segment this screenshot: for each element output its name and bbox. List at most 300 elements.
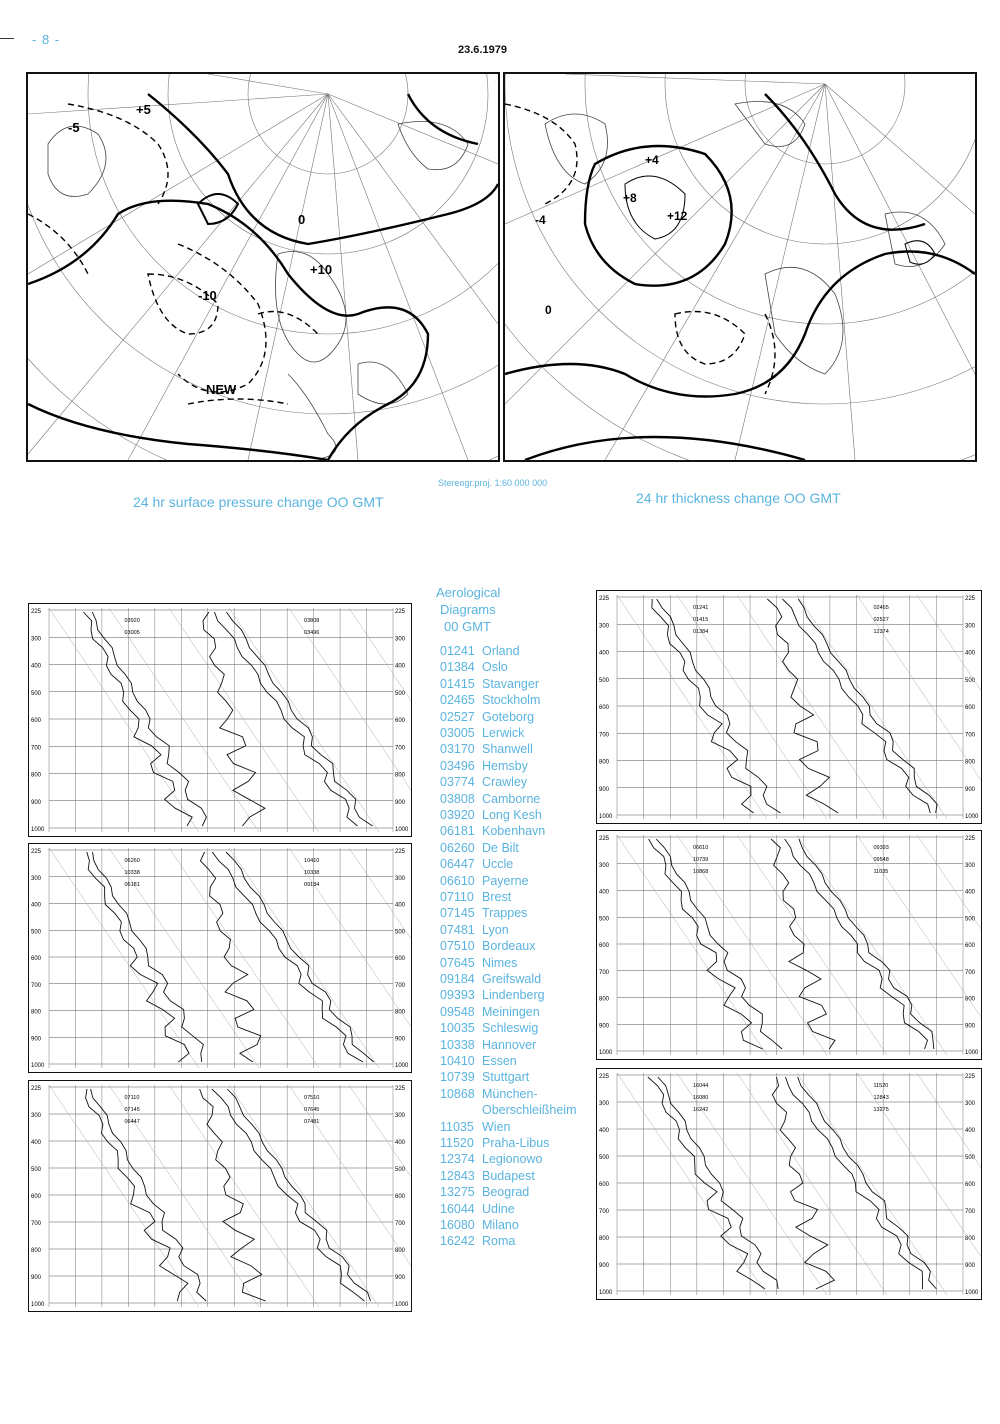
- pressure-level-label: 600: [395, 956, 406, 962]
- pressure-level-label: 700: [965, 732, 976, 739]
- pressure-level-label: 1000: [599, 814, 613, 820]
- station-code: 11520: [440, 1136, 474, 1150]
- station-code: 06181: [440, 824, 475, 839]
- station-name: Bordeaux: [482, 939, 536, 954]
- station-name: Kobenhavn: [482, 824, 546, 839]
- pressure-level-label: 800: [965, 1236, 976, 1242]
- diagram-station-id: 16242: [693, 1107, 709, 1113]
- right-map-label: +12: [667, 209, 688, 223]
- station-code: 07481: [440, 922, 475, 937]
- pressure-level-label: 500: [599, 916, 610, 923]
- pressure-level-label: 400: [599, 889, 610, 896]
- diagram-station-id: 01241: [693, 605, 709, 611]
- adiabat-line: [737, 1073, 887, 1295]
- pressure-level-label: 400: [31, 902, 42, 909]
- diagram-station-id: 16080: [693, 1095, 709, 1101]
- pressure-level-label: 1000: [599, 1050, 613, 1056]
- diagram-station-id: 03496: [304, 630, 320, 636]
- station-entry: [440, 709, 590, 725]
- station-entry: [440, 1053, 590, 1069]
- pressure-level-label: 500: [599, 677, 610, 684]
- pressure-level-label: 800: [395, 1248, 406, 1254]
- station-entry: [440, 741, 590, 757]
- pressure-level-label: 900: [965, 1023, 976, 1030]
- station-code: 06610: [440, 873, 475, 888]
- right-map-label: +4: [645, 153, 659, 167]
- pressure-level-label: 1000: [965, 1290, 979, 1296]
- pressure-level-label: 400: [31, 1140, 42, 1146]
- legend-title-line: Aerological: [436, 585, 501, 600]
- diagram-station-id: 11520: [873, 1083, 889, 1089]
- thickness-change-map-graphic: [505, 74, 975, 460]
- station-code: 01415: [440, 676, 475, 691]
- diagram-station-id: 06610: [693, 845, 709, 851]
- pressure-level-label: 225: [599, 596, 610, 602]
- diagram-station-id: 09548: [873, 857, 889, 863]
- station-code: 03005: [440, 726, 475, 740]
- pressure-level-label: 300: [31, 875, 42, 882]
- diagram-station-id: 03920: [124, 618, 140, 624]
- station-code: 09184: [440, 972, 475, 986]
- station-name: Schleswig: [482, 1021, 539, 1036]
- station-name: Trappes: [482, 906, 528, 921]
- diagram-station-id: 07645: [304, 1107, 320, 1113]
- station-name: Payerne: [482, 873, 529, 888]
- station-entry: [440, 840, 590, 856]
- adiabat-line: [289, 608, 411, 832]
- pressure-level-label: 1000: [31, 1063, 45, 1069]
- station-entry: [440, 1119, 590, 1135]
- pressure-level-label: 400: [31, 663, 42, 670]
- station-code: 10739: [440, 1070, 475, 1085]
- left-map-label: +5: [136, 102, 151, 117]
- station-name: Essen: [482, 1054, 517, 1068]
- diagram-station-id: 09184: [304, 882, 320, 888]
- pressure-level-label: 700: [965, 1209, 976, 1215]
- station-code: 09393: [440, 988, 475, 1003]
- pressure-level-label: 400: [395, 1140, 406, 1146]
- page-edge-mark: [0, 38, 14, 39]
- station-code: 16044: [440, 1201, 475, 1216]
- pressure-level-label: 800: [965, 759, 976, 766]
- station-name: Meiningen: [482, 1004, 540, 1019]
- pressure-level-label: 700: [599, 1209, 610, 1215]
- station-entry: [440, 1135, 590, 1151]
- station-name: Milano: [482, 1218, 519, 1232]
- right-map-caption: 24 hr thickness change OO GMT: [636, 490, 841, 506]
- pressure-level-label: 800: [31, 772, 42, 779]
- pressure-level-label: 225: [965, 1074, 976, 1080]
- left-map-label: NEW: [206, 382, 237, 397]
- diagram-station-id: 10338: [124, 870, 140, 876]
- station-name: Oslo: [482, 660, 508, 675]
- aerological-diagram-graphic: [29, 604, 411, 836]
- station-entry: [440, 1020, 590, 1036]
- pressure-level-label: 400: [599, 1128, 610, 1134]
- pressure-level-label: 900: [395, 1275, 406, 1281]
- right-map-label: -4: [535, 213, 546, 227]
- diagram-station-id: 11035: [873, 869, 889, 875]
- diagram-station-id: 12843: [873, 1095, 889, 1101]
- adiabat-line: [289, 848, 411, 1068]
- legend-title-line: 00 GMT: [444, 619, 491, 634]
- station-entry: [440, 1037, 590, 1053]
- pressure-level-label: 600: [599, 943, 610, 949]
- adiabat-line: [109, 608, 259, 832]
- adiabat-line: [109, 848, 259, 1068]
- diagram-station-id: 01415: [693, 617, 709, 623]
- station-code: 10410: [440, 1054, 475, 1068]
- adiabat-line: [49, 848, 199, 1068]
- pressure-level-label: 800: [965, 996, 976, 1003]
- station-code: 06447: [440, 857, 475, 872]
- station-name: Legionowo: [482, 1152, 543, 1167]
- diagram-station-id: 09393: [873, 845, 889, 851]
- station-code: 03920: [440, 808, 475, 822]
- diagram-station-id: 13275: [873, 1107, 889, 1113]
- station-name: Orland: [482, 644, 520, 658]
- pressure-level-label: 600: [965, 705, 976, 711]
- station-entry: [440, 1004, 590, 1020]
- aerological-diagram-panel: [596, 1068, 982, 1300]
- station-entry: [440, 807, 590, 823]
- pressure-level-label: 700: [395, 1221, 406, 1227]
- station-name: Roma: [482, 1234, 516, 1249]
- station-name: Camborne: [482, 791, 541, 806]
- adiabat-line: [169, 608, 319, 832]
- pressure-level-label: 800: [395, 772, 406, 779]
- pressure-level-label: 600: [395, 718, 406, 724]
- station-entry: [440, 1086, 590, 1102]
- pressure-level-label: 800: [395, 1009, 406, 1016]
- diagram-station-id: 10338: [304, 870, 320, 876]
- pressure-level-label: 400: [965, 889, 976, 896]
- station-entry: [440, 922, 590, 938]
- diagram-station-id: 16044: [693, 1083, 709, 1089]
- diagram-station-id: 03005: [124, 630, 140, 636]
- pressure-level-label: 700: [599, 732, 610, 739]
- pressure-level-label: 800: [599, 759, 610, 766]
- station-name: Stavanger: [482, 676, 539, 691]
- station-entry: [440, 938, 590, 954]
- diagram-station-id: 07145: [124, 1107, 140, 1113]
- aerological-diagram-graphic: [29, 1081, 411, 1311]
- station-entry: [440, 1201, 590, 1217]
- station-name: Beograd: [482, 1185, 530, 1200]
- pressure-level-label: 300: [31, 636, 42, 643]
- adiabat-line: [617, 595, 767, 819]
- pressure-level-label: 1000: [31, 1302, 45, 1308]
- pressure-level-label: 225: [31, 849, 42, 855]
- diagram-station-id: 02527: [873, 617, 889, 623]
- station-code: 07645: [440, 955, 475, 970]
- pressure-level-label: 900: [599, 1023, 610, 1030]
- pressure-level-label: 225: [965, 836, 976, 842]
- station-name: Udine: [482, 1201, 515, 1216]
- station-code: 13275: [440, 1185, 475, 1200]
- diagram-station-id: 07510: [304, 1095, 320, 1101]
- diagram-station-id: 07110: [124, 1095, 140, 1101]
- station-entry: [440, 643, 590, 659]
- station-code: 03774: [440, 775, 475, 790]
- pressure-level-label: 900: [965, 1263, 976, 1269]
- station-name: Goteborg: [482, 709, 535, 724]
- station-code: 16080: [440, 1218, 475, 1232]
- pressure-level-label: 500: [965, 677, 976, 684]
- adiabat-line: [229, 608, 379, 832]
- station-entry: [440, 791, 590, 807]
- station-name: Stuttgart: [482, 1070, 530, 1085]
- pressure-level-label: 500: [31, 1167, 42, 1173]
- adiabat-line: [617, 835, 767, 1055]
- projection-note: Stereogr.proj. 1:60 000 000: [438, 478, 548, 488]
- pressure-level-label: 300: [395, 1113, 406, 1119]
- pressure-level-label: 800: [31, 1248, 42, 1254]
- pressure-level-label: 225: [395, 849, 406, 855]
- left-map-label: -10: [198, 288, 217, 303]
- station-name: Budapest: [482, 1168, 535, 1183]
- station-code: 11035: [440, 1119, 474, 1134]
- pressure-level-label: 300: [599, 1101, 610, 1107]
- station-code: 03496: [440, 758, 475, 773]
- left-map-label: +10: [310, 262, 333, 277]
- station-entry: [440, 659, 590, 675]
- pressure-level-label: 1000: [599, 1290, 613, 1296]
- station-name: Crawley: [482, 775, 528, 790]
- adiabat-line: [797, 835, 947, 1055]
- pressure-level-label: 1000: [965, 1050, 979, 1056]
- pressure-level-label: 1000: [395, 1063, 409, 1069]
- pressure-level-label: 400: [599, 650, 610, 657]
- station-entry: [440, 692, 590, 708]
- station-name: Shanwell: [482, 742, 533, 757]
- diagram-station-id: 06260: [124, 858, 140, 864]
- station-code: 10868: [440, 1086, 475, 1101]
- pressure-level-label: 300: [965, 1101, 976, 1107]
- left-map-label: -5: [68, 120, 80, 135]
- pressure-level-label: 900: [31, 1036, 42, 1043]
- pressure-level-label: 1000: [395, 1302, 409, 1308]
- pressure-level-label: 500: [395, 690, 406, 697]
- station-code: [440, 1102, 482, 1118]
- station-name: Wien: [482, 1119, 511, 1134]
- diagram-station-id: 06447: [124, 1119, 140, 1125]
- adiabat-line: [797, 595, 947, 819]
- station-entry: [440, 1184, 590, 1200]
- station-name: Lindenberg: [482, 988, 545, 1003]
- adiabat-line: [677, 835, 827, 1055]
- station-entry: [440, 758, 590, 774]
- station-entry: [440, 955, 590, 971]
- pressure-level-label: 700: [31, 982, 42, 989]
- pressure-level-label: 500: [965, 916, 976, 923]
- pressure-level-label: 225: [31, 609, 42, 615]
- station-code: 07510: [440, 939, 475, 954]
- station-code: 02465: [440, 693, 475, 708]
- station-entry: [440, 856, 590, 872]
- station-code: 01384: [440, 660, 475, 675]
- aerological-diagram-graphic: [29, 844, 411, 1072]
- station-code: 12374: [440, 1152, 475, 1167]
- station-entry: [440, 1217, 590, 1233]
- pressure-level-label: 400: [965, 650, 976, 657]
- aerological-diagram-panel: [596, 590, 982, 824]
- pressure-level-label: 900: [395, 799, 406, 806]
- adiabat-line: [797, 1073, 947, 1295]
- diagram-station-id: 06181: [124, 882, 140, 888]
- station-entry: [440, 889, 590, 905]
- station-entry: [440, 905, 590, 921]
- station-entry: [440, 987, 590, 1003]
- station-code: 03170: [440, 742, 475, 757]
- pressure-level-label: 225: [965, 596, 976, 602]
- pressure-level-label: 600: [31, 718, 42, 724]
- aerological-diagram-panel: [596, 830, 982, 1060]
- station-name: Oberschleißheim: [482, 1103, 577, 1118]
- left-map-label: 0: [298, 212, 306, 227]
- surface-pressure-map-graphic: [28, 74, 498, 460]
- pressure-level-label: 500: [965, 1155, 976, 1161]
- diagram-station-id: 02465: [873, 605, 889, 611]
- station-entry: [440, 873, 590, 889]
- pressure-level-label: 500: [31, 690, 42, 697]
- right-map-label: +8: [623, 191, 637, 205]
- adiabat-line: [737, 595, 887, 819]
- pressure-level-label: 225: [395, 1086, 406, 1092]
- station-entry: [440, 725, 590, 741]
- station-name: Lerwick: [482, 726, 525, 740]
- page-number: - 8 -: [32, 32, 61, 47]
- station-entry: [440, 1233, 590, 1249]
- issue-date: 23.6.1979: [458, 44, 507, 56]
- right-map-label: 0: [545, 303, 552, 317]
- pressure-level-label: 600: [395, 1194, 406, 1200]
- adiabat-line: [49, 608, 199, 832]
- pressure-level-label: 700: [395, 982, 406, 989]
- pressure-level-label: 300: [965, 862, 976, 869]
- pressure-level-label: 300: [31, 1113, 42, 1119]
- station-code: 01241: [440, 644, 475, 658]
- pressure-level-label: 225: [599, 836, 610, 842]
- station-code: 07110: [440, 890, 474, 904]
- pressure-level-label: 300: [965, 623, 976, 630]
- adiabat-line: [229, 848, 379, 1068]
- pressure-level-label: 225: [31, 1086, 42, 1092]
- pressure-level-label: 700: [965, 969, 976, 976]
- station-code: 10338: [440, 1037, 475, 1052]
- pressure-level-label: 600: [31, 1194, 42, 1200]
- station-code: 06260: [440, 840, 475, 855]
- diagram-station-id: 10868: [693, 869, 709, 875]
- pressure-level-label: 1000: [395, 827, 409, 833]
- station-name: Hemsby: [482, 758, 528, 773]
- pressure-level-label: 500: [31, 929, 42, 936]
- station-entry: [440, 676, 590, 692]
- station-entry: [440, 1069, 590, 1085]
- station-code: 16242: [440, 1234, 475, 1249]
- station-name: Hannover: [482, 1037, 537, 1052]
- station-name: Stockholm: [482, 693, 541, 708]
- aerological-diagram-panel: [28, 843, 412, 1073]
- pressure-level-label: 800: [599, 1236, 610, 1242]
- diagram-station-id: 07481: [304, 1119, 320, 1125]
- station-entry: [440, 1102, 590, 1118]
- adiabat-line: [169, 1085, 319, 1307]
- station-code: 10035: [440, 1021, 475, 1036]
- pressure-level-label: 800: [31, 1009, 42, 1016]
- pressure-level-label: 700: [395, 745, 406, 752]
- pressure-level-label: 600: [31, 956, 42, 962]
- pressure-level-label: 800: [599, 996, 610, 1003]
- station-code: 03808: [440, 791, 475, 806]
- pressure-level-label: 300: [599, 623, 610, 630]
- aerological-diagram-panel: [28, 1080, 412, 1312]
- station-code: 09548: [440, 1004, 475, 1019]
- station-entry: [440, 823, 590, 839]
- diagram-station-id: 01384: [693, 629, 709, 635]
- pressure-level-label: 700: [31, 1221, 42, 1227]
- station-entry: [440, 971, 590, 987]
- station-code: 07145: [440, 906, 475, 921]
- diagram-station-id: 10739: [693, 857, 709, 863]
- left-map-caption: 24 hr surface pressure change OO GMT: [133, 494, 384, 510]
- diagram-station-id: 12374: [873, 629, 889, 635]
- pressure-level-label: 1000: [965, 814, 979, 820]
- surface-pressure-change-map: [26, 72, 500, 462]
- station-name: Greifswald: [482, 972, 542, 986]
- pressure-level-label: 700: [599, 969, 610, 976]
- diagram-station-id: 10410: [304, 858, 320, 864]
- pressure-level-label: 600: [965, 1182, 976, 1188]
- pressure-level-label: 900: [395, 1036, 406, 1043]
- station-name: Brest: [482, 890, 512, 904]
- aerological-diagram-panel: [28, 603, 412, 837]
- station-name: Long Kesh: [482, 808, 542, 822]
- pressure-level-label: 900: [31, 1275, 42, 1281]
- pressure-level-label: 225: [599, 1074, 610, 1080]
- pressure-level-label: 300: [395, 636, 406, 643]
- thickness-change-map: [503, 72, 977, 462]
- station-entry: [440, 1168, 590, 1184]
- pressure-level-label: 500: [599, 1155, 610, 1161]
- pressure-level-label: 400: [395, 663, 406, 670]
- pressure-level-label: 300: [395, 875, 406, 882]
- station-code: 02527: [440, 709, 475, 724]
- station-name: Uccle: [482, 857, 514, 872]
- diagram-station-id: 03808: [304, 618, 320, 624]
- pressure-level-label: 900: [599, 786, 610, 793]
- station-code: 12843: [440, 1168, 475, 1183]
- pressure-level-label: 500: [395, 929, 406, 936]
- station-name: München-: [482, 1086, 538, 1101]
- pressure-level-label: 900: [31, 799, 42, 806]
- pressure-level-label: 700: [31, 745, 42, 752]
- pressure-level-label: 500: [395, 1167, 406, 1173]
- pressure-level-label: 400: [965, 1128, 976, 1134]
- adiabat-line: [737, 835, 887, 1055]
- station-entry: [440, 774, 590, 790]
- aerological-diagram-graphic: [597, 831, 981, 1059]
- station-name: Lyon: [482, 922, 509, 937]
- pressure-level-label: 400: [395, 902, 406, 909]
- pressure-level-label: 600: [599, 705, 610, 711]
- legend-title-line: Diagrams: [440, 602, 496, 617]
- pressure-level-label: 1000: [31, 827, 45, 833]
- station-entry: [440, 1151, 590, 1167]
- aerological-diagram-graphic: [597, 591, 981, 823]
- pressure-level-label: 225: [395, 609, 406, 615]
- station-name: Praha-Libus: [482, 1136, 550, 1150]
